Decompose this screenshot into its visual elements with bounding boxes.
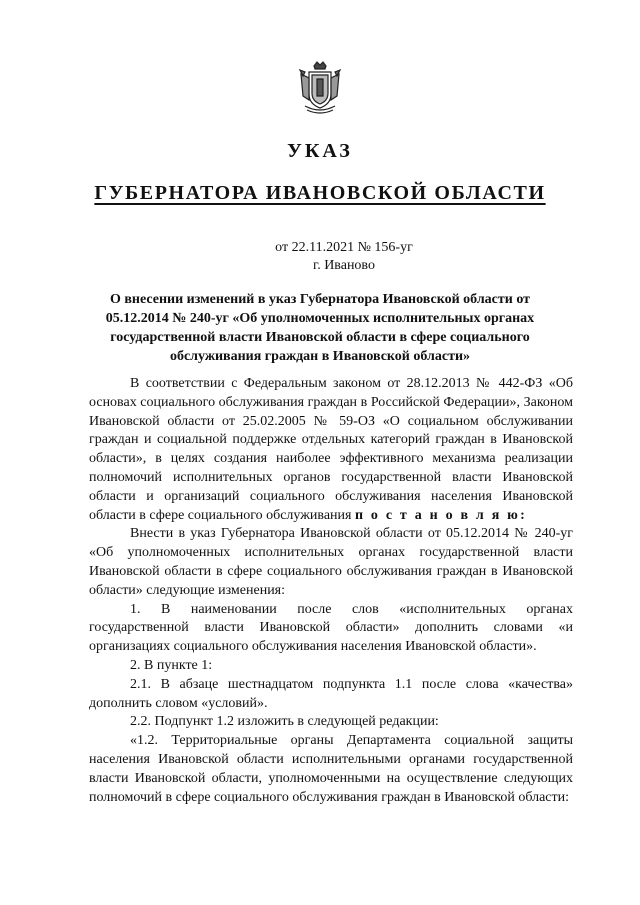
paragraph: 2. В пункте 1: (130, 657, 213, 673)
paragraph (89, 375, 573, 525)
decree-issuer-text: ГУБЕРНАТОРА ИВАНОВСКОЙ ОБЛАСТИ (94, 182, 546, 204)
document-body (89, 375, 573, 807)
paragraph: 1. В наименовании после слов «исполнительных органах государственной власти Ивановской области» дополнить словами «и организациях социального обслуживания населения Ивановской области». (89, 601, 573, 655)
decree-city: г. Иваново (313, 258, 375, 273)
decree-date-number: от 22.11.2021 № 156-уг (275, 240, 413, 255)
paragraph: «1.2. Территориальные органы Департамента социальной защиты населения Ивановской области исполнительными органами государственной власти Ивановской области, уполномоченными на осуществление следующих полномочий в сфере социального обслуживания граждан в Ивановской области: (89, 733, 573, 805)
decree-issuer (0, 182, 640, 205)
coat-of-arms-icon (297, 60, 343, 116)
paragraph: 2.1. В абзаце шестнадцатом подпункта 1.1 после слова «качества» дополнить словом «условий». (89, 676, 573, 711)
paragraph: Внести в указ Губернатора Ивановской области от 05.12.2014 № 240-уг «Об уполномоченных исполнительных органах государственной власти Ивановской области в сфере социального обслуживания граждан в Ивановской области» следующие изменения: (89, 526, 573, 598)
decree-keyword: п о с т а н о в л я ю: (354, 507, 527, 523)
decree-meta (0, 239, 640, 275)
paragraph-text: В соответствии с Федеральным законом от 28.12.2013 № 442-ФЗ «Об основах социального обслуживания граждан в Российской Федерации», Законом Ивановской области от 25.02.2005 № 59-ОЗ «О социальном обслуживании граждан и социальной поддержке отдельных категорий граждан в Ивановской области», в целях создания наиболее эффективного механизма реализации полномочий исполнительных органов государственной власти Ивановской области и организаций социального обслуживания населения Ивановской области в сфере социального обслуживания (89, 376, 573, 523)
paragraph: 2.2. Подпункт 1.2 изложить в следующей редакции: (130, 714, 439, 730)
decree-title: УКАЗ (287, 140, 353, 162)
document-heading: О внесении изменений в указ Губернатора Ивановской области от 05.12.2014 № 240-уг «Об уполномоченных исполнительных органах государственной власти Ивановской области в сфере социального обслуживания граждан в Ивановской области» (105, 292, 535, 364)
